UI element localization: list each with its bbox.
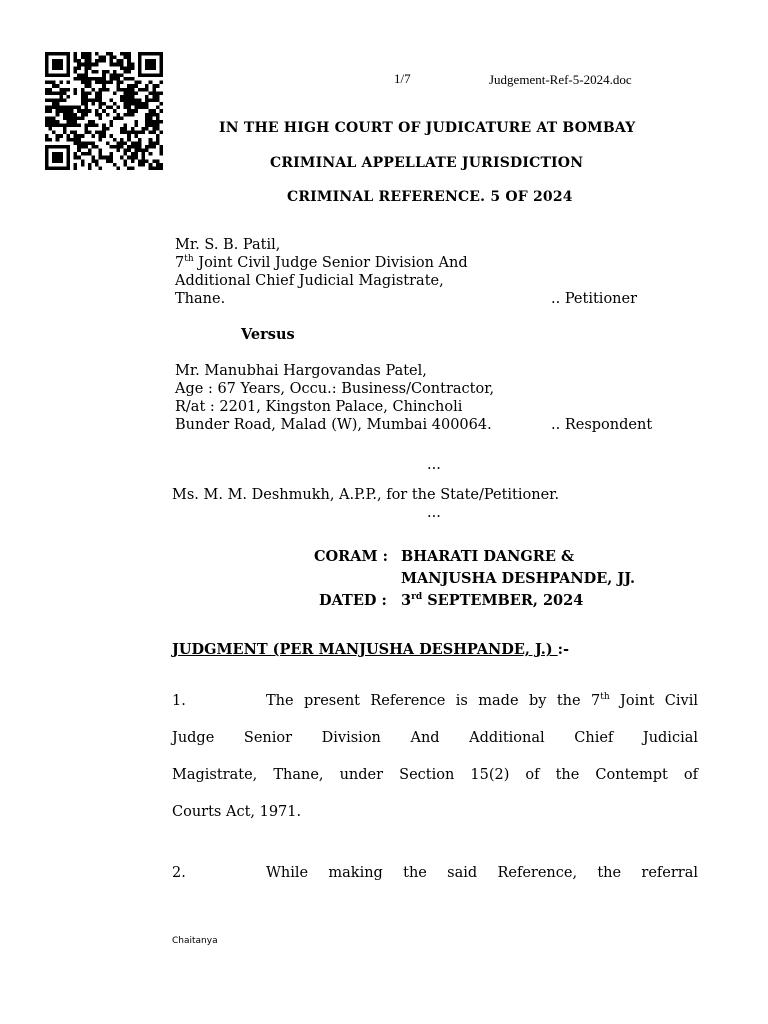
respondent-line-3: R/at : 2201, Kingston Palace, Chincholi [175,399,463,415]
file-name: Judgement-Ref-5-2024.doc [489,72,632,87]
separator-1: ... [427,457,441,473]
case-title: CRIMINAL REFERENCE. 5 OF 2024 [287,189,573,205]
appearance-line: Ms. M. M. Deshmukh, A.P.P., for the State/Petitioner. [172,487,560,503]
footer-initials: Chaitanya [172,936,218,946]
qr-code [40,52,168,170]
respondent-line-1: Mr. Manubhai Hargovandas Patel, [175,363,427,379]
petitioner-line-4: Thane. [175,291,226,307]
respondent-line-4: Bunder Road, Malad (W), Mumbai 400064. [175,417,492,433]
coram-label: CORAM : [314,548,388,565]
dated-label: DATED : [319,592,387,609]
paragraph-2-line-1: While making the said Reference, the referral [266,865,698,881]
respondent-role: .. Respondent [551,417,653,433]
coram-judge-2: MANJUSHA DESHPANDE, JJ. [401,570,636,587]
paragraph-1-line-2: Judge Senior Division And Additional Chief Judicial [172,730,698,746]
judgment-heading: JUDGMENT (PER MANJUSHA DESHPANDE, J.) :- [172,641,570,658]
coram-judge-1: BHARATI DANGRE & [401,548,575,565]
paragraph-1-line-1: The present Reference is made by the 7th Joint Civil [266,692,699,709]
petitioner-line-1: Mr. S. B. Patil, [175,237,281,253]
petitioner-role: .. Petitioner [551,291,638,307]
paragraph-1-line-3: Magistrate, Thane, under Section 15(2) of the Contempt of [172,767,698,783]
separator-2: ... [427,505,441,521]
respondent-line-2: Age : 67 Years, Occu.: Business/Contractor, [175,381,495,397]
versus-label: Versus [241,326,295,343]
court-title: IN THE HIGH COURT OF JUDICATURE AT BOMBAY [219,120,636,136]
dated-value: 3rd SEPTEMBER, 2024 [401,592,584,609]
petitioner-line-3: Additional Chief Judicial Magistrate, [175,273,444,289]
jurisdiction-title: CRIMINAL APPELLATE JURISDICTION [270,155,584,171]
page-number: 1/7 [394,71,411,86]
paragraph-1-line-4: Courts Act, 1971. [172,804,302,820]
petitioner-line-2: 7th Joint Civil Judge Senior Division And [175,254,468,271]
paragraph-2-number: 2. [172,865,186,881]
paragraph-1-number: 1. [172,693,186,709]
